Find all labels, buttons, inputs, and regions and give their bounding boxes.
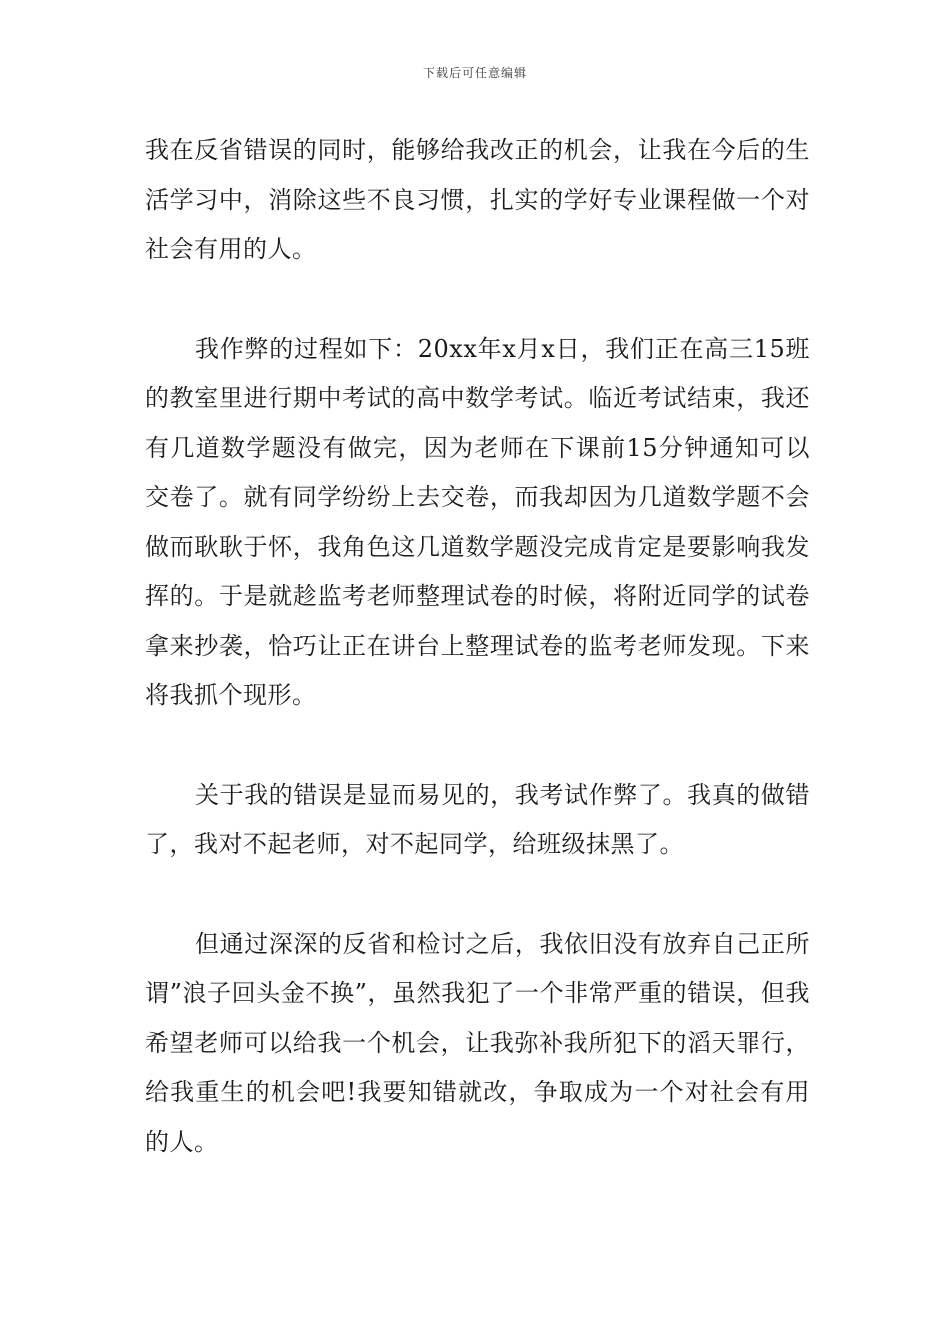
paragraph-3: 关于我的错误是显而易见的，我考试作弊了。我真的做错了，我对不起老师，对不起同学，给班级抹黑了。 — [145, 780, 810, 858]
paragraph-1: 我在反省错误的同时，能够给我改正的机会，让我在今后的生活学习中，消除这些不良习惯，扎实的学好专业课程做一个对社会有用的人。 — [145, 136, 810, 263]
paragraph-2: 我作弊的过程如下：20xx年x月x日，我们正在高三15班的教室里进行期中考试的高中数学考试。临近考试结束，我还有几道数学题没有做完，因为老师在下课前15分钟通知可以交卷了。就有同学纷纷上去交卷，而我却因为几道数学题不会做而耿耿于怀，我角色这几道数学题没完成肯定是要影响我发挥的。于是就趁监考老师整理试卷的时候，将附近同学的试卷拿来抄袭，恰巧让正在讲台上整理试卷的监考老师发现。下来将我抓个现形。 — [145, 334, 810, 709]
document-body — [145, 126, 810, 1167]
paragraph-4: 但通过深深的反省和检讨之后，我依旧没有放弃自己正所谓”浪子回头金不换”，虽然我犯了一个非常严重的错误，但我希望老师可以给我一个机会，让我弥补我所犯下的滔天罪行，给我重生的机会吧!我要知错就改，争取成为一个对社会有用的人。 — [145, 929, 810, 1156]
page-header: 下载后可任意编辑 — [422, 66, 527, 80]
